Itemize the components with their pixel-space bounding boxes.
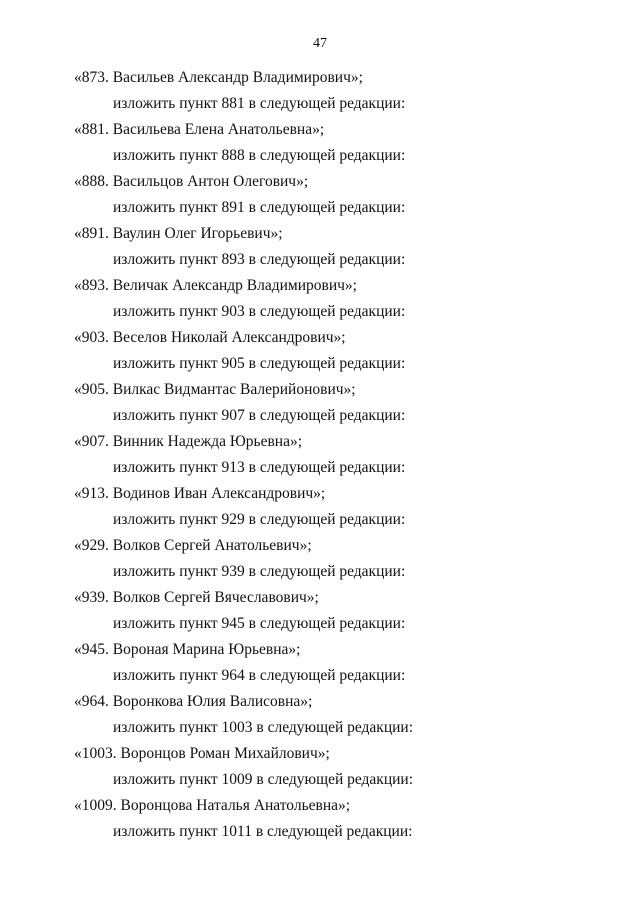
entry-line: «913. Водинов Иван Александрович»; xyxy=(74,485,326,502)
instruction-line: изложить пункт 907 в следующей редакции: xyxy=(113,407,406,424)
entry-line: «891. Ваулин Олег Игорьевич»; xyxy=(74,225,283,242)
instruction-line: изложить пункт 905 в следующей редакции: xyxy=(113,355,406,372)
entry-line: «881. Васильева Елена Анатольевна»; xyxy=(74,121,325,138)
entry-line: «893. Величак Александр Владимирович»; xyxy=(74,277,357,294)
instruction-line: изложить пункт 913 в следующей редакции: xyxy=(113,459,406,476)
entry-line: «945. Вороная Марина Юрьевна»; xyxy=(74,641,301,658)
entry-line: «1003. Воронцов Роман Михайлович»; xyxy=(74,745,330,762)
instruction-line: изложить пункт 929 в следующей редакции: xyxy=(113,511,406,528)
page-number: 47 xyxy=(313,36,327,51)
instruction-line: изложить пункт 964 в следующей редакции: xyxy=(113,667,406,684)
instruction-line: изложить пункт 1009 в следующей редакции: xyxy=(113,771,414,788)
entry-line: «903. Веселов Николай Александрович»; xyxy=(74,329,346,346)
instruction-line: изложить пункт 903 в следующей редакции: xyxy=(113,303,406,320)
instruction-line: изложить пункт 1003 в следующей редакции: xyxy=(113,719,414,736)
entry-line: «873. Васильев Александр Владимирович»; xyxy=(74,69,363,86)
instruction-line: изложить пункт 888 в следующей редакции: xyxy=(113,147,406,164)
instruction-line: изложить пункт 1011 в следующей редакции: xyxy=(113,823,413,840)
entry-line: «1009. Воронцова Наталья Анатольевна»; xyxy=(74,797,351,814)
instruction-line: изложить пункт 881 в следующей редакции: xyxy=(113,95,406,112)
entry-line: «888. Васильцов Антон Олегович»; xyxy=(74,173,309,190)
entry-line: «939. Волков Сергей Вячеславович»; xyxy=(74,589,319,606)
instruction-line: изложить пункт 893 в следующей редакции: xyxy=(113,251,406,268)
instruction-line: изложить пункт 945 в следующей редакции: xyxy=(113,615,406,632)
entry-line: «905. Вилкас Видмантас Валерийонович»; xyxy=(74,381,356,398)
instruction-line: изложить пункт 891 в следующей редакции: xyxy=(113,199,406,216)
entry-line: «964. Воронкова Юлия Валисовна»; xyxy=(74,693,313,710)
entry-line: «907. Винник Надежда Юрьевна»; xyxy=(74,433,303,450)
entry-line: «929. Волков Сергей Анатольевич»; xyxy=(74,537,312,554)
instruction-line: изложить пункт 939 в следующей редакции: xyxy=(113,563,406,580)
